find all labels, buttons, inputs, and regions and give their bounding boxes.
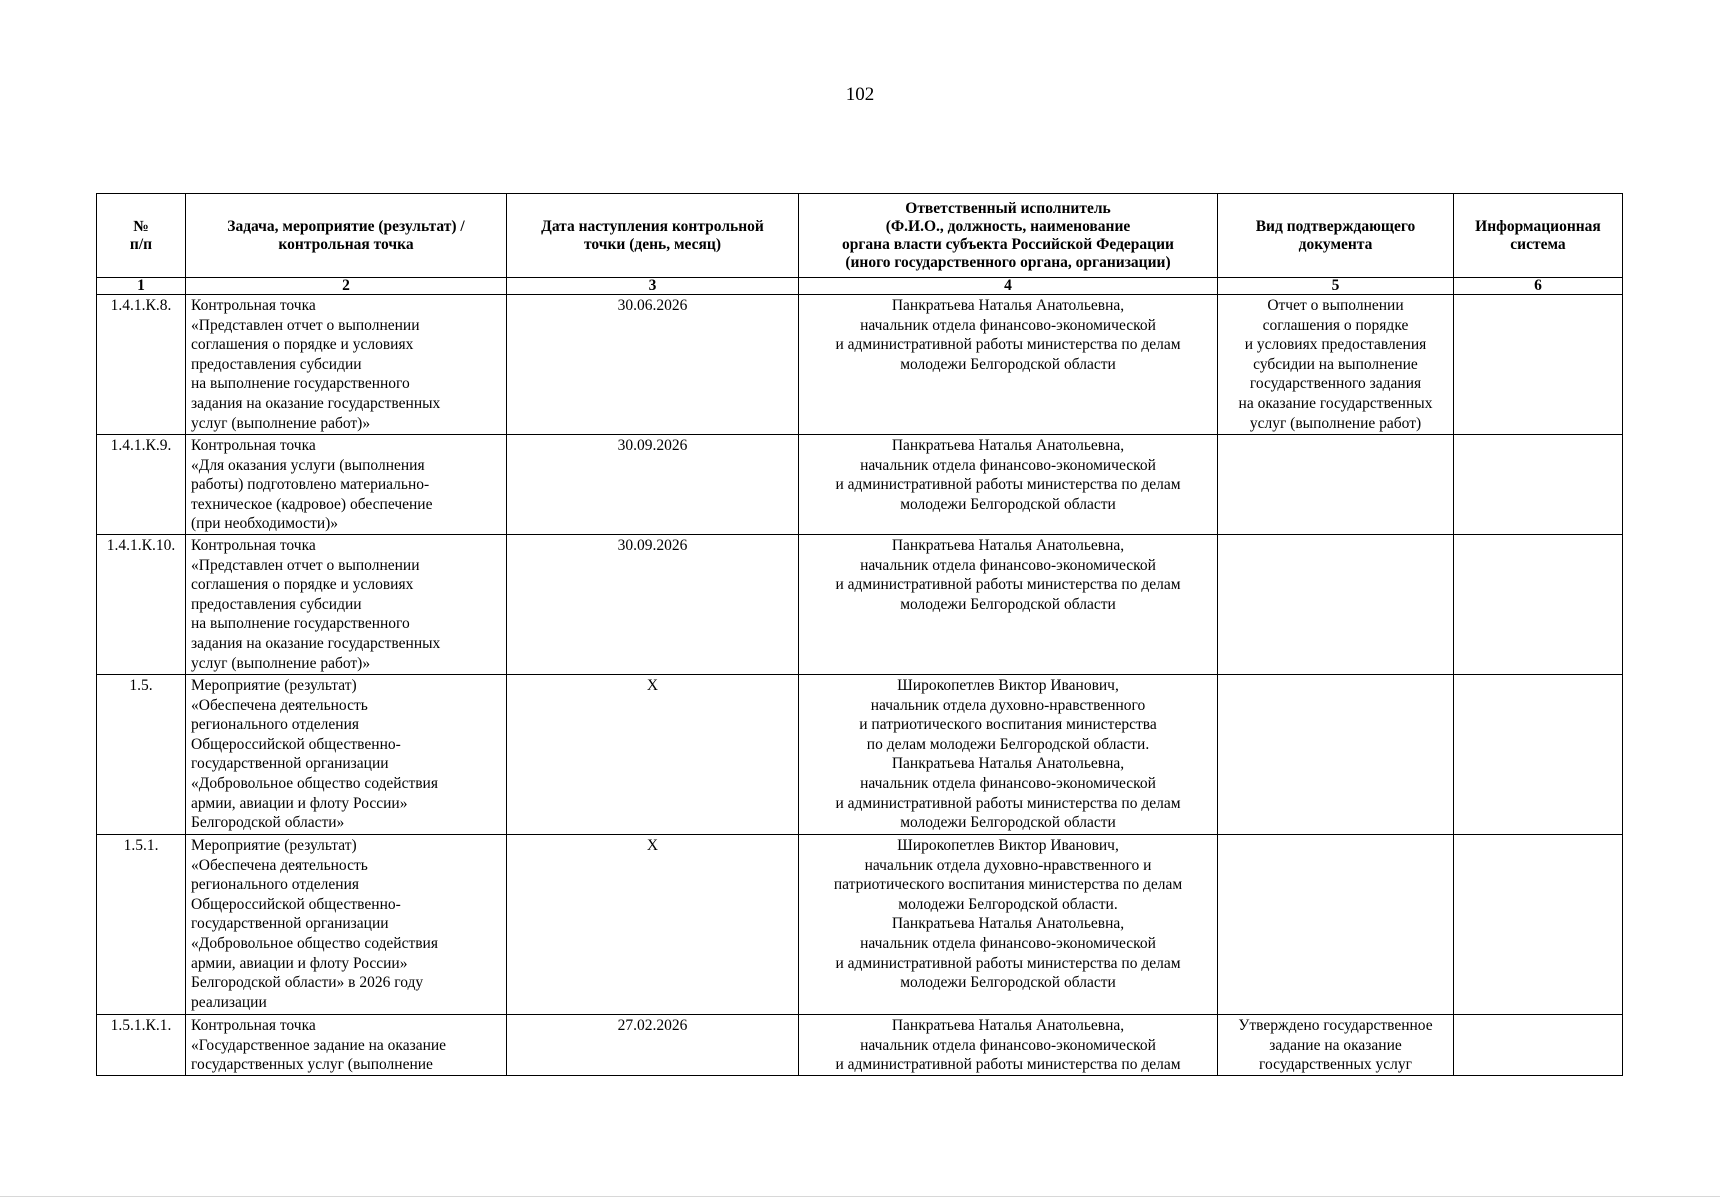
row-responsible: Панкратьева Наталья Анатольевна, начальник отдела финансово-экономической и административной работы министерства по делам молодежи Белгородской области [799, 295, 1218, 435]
header-system: Информационная система [1454, 194, 1623, 278]
table-row [97, 535, 1623, 675]
row-responsible: Широкопетлев Виктор Иванович, начальник отдела духовно-нравственного и патриотического воспитания министерства по делам молодежи Белгородской области. Панкратьева Наталья Анатольевна, начальник отдела финансово-экономической и административной работы министерства по делам молодежи Белгородской области [799, 675, 1218, 835]
row-document [1218, 535, 1454, 675]
header-document: Вид подтверждающего документа [1218, 194, 1454, 278]
row-task: Мероприятие (результат) «Обеспечена деятельность регионального отделения Общероссийской общественно- государственной организации «Добровольное общество содействия армии, авиации и флоту России» Белгородской области» [186, 675, 507, 835]
row-number: 1.4.1.К.8. [97, 295, 186, 435]
row-system [1454, 535, 1623, 675]
table-row [97, 675, 1623, 835]
row-date: 30.06.2026 [507, 295, 799, 435]
row-date: 30.09.2026 [507, 435, 799, 535]
row-number: 1.5.1. [97, 835, 186, 1015]
row-document [1218, 675, 1454, 835]
row-task: Контрольная точка «Представлен отчет о выполнении соглашения о порядке и условиях предоставления субсидии на выполнение государственного задания на оказание государственных услуг (выполнение работ)» [186, 295, 507, 435]
row-system [1454, 295, 1623, 435]
scan-edge-divider [0, 1196, 1720, 1197]
control-points-table [96, 193, 1623, 1076]
row-document: Отчет о выполнении соглашения о порядке и условиях предоставления субсидии на выполнение государственного задания на оказание государственных услуг (выполнение работ) [1218, 295, 1454, 435]
column-number: 2 [186, 278, 507, 295]
column-number: 1 [97, 278, 186, 295]
row-date: 27.02.2026 [507, 1015, 799, 1076]
table-row [97, 435, 1623, 535]
row-date: 30.09.2026 [507, 535, 799, 675]
row-number: 1.4.1.К.10. [97, 535, 186, 675]
row-document [1218, 435, 1454, 535]
row-responsible: Панкратьева Наталья Анатольевна, начальник отдела финансово-экономической и административной работы министерства по делам [799, 1015, 1218, 1076]
row-number: 1.5.1.К.1. [97, 1015, 186, 1076]
table-header-row [97, 194, 1623, 278]
row-task: Контрольная точка «Представлен отчет о выполнении соглашения о порядке и условиях предоставления субсидии на выполнение государственного задания на оказание государственных услуг (выполнение работ)» [186, 535, 507, 675]
row-number: 1.5. [97, 675, 186, 835]
row-responsible: Панкратьева Наталья Анатольевна, начальник отдела финансово-экономической и административной работы министерства по делам молодежи Белгородской области [799, 535, 1218, 675]
row-number: 1.4.1.К.9. [97, 435, 186, 535]
row-date: X [507, 675, 799, 835]
row-task: Контрольная точка «Для оказания услуги (выполнения работы) подготовлено материально- техническое (кадровое) обеспечение (при необходимости)» [186, 435, 507, 535]
row-responsible: Панкратьева Наталья Анатольевна, начальник отдела финансово-экономической и административной работы министерства по делам молодежи Белгородской области [799, 435, 1218, 535]
table-row [97, 295, 1623, 435]
row-system [1454, 1015, 1623, 1076]
row-document [1218, 835, 1454, 1015]
column-number: 6 [1454, 278, 1623, 295]
header-date: Дата наступления контрольной точки (день, месяц) [507, 194, 799, 278]
column-number: 3 [507, 278, 799, 295]
header-number: № п/п [97, 194, 186, 278]
column-number-row [97, 278, 1623, 295]
row-responsible: Широкопетлев Виктор Иванович, начальник отдела духовно-нравственного и патриотического воспитания министерства по делам молодежи Белгородской области. Панкратьева Наталья Анатольевна, начальник отдела финансово-экономической и административной работы министерства по делам молодежи Белгородской области [799, 835, 1218, 1015]
table-row [97, 1015, 1623, 1076]
column-number: 5 [1218, 278, 1454, 295]
row-task: Контрольная точка «Государственное задание на оказание государственных услуг (выполнение [186, 1015, 507, 1076]
table-row [97, 835, 1623, 1015]
row-system [1454, 675, 1623, 835]
row-system [1454, 435, 1623, 535]
column-number: 4 [799, 278, 1218, 295]
header-task: Задача, мероприятие (результат) / контрольная точка [186, 194, 507, 278]
row-task: Мероприятие (результат) «Обеспечена деятельность регионального отделения Общероссийской общественно- государственной организации «Добровольное общество содействия армии, авиации и флоту России» Белгородской области» в 2026 году реализации [186, 835, 507, 1015]
row-system [1454, 835, 1623, 1015]
row-document: Утверждено государственное задание на оказание государственных услуг [1218, 1015, 1454, 1076]
page-number: 102 [845, 84, 875, 105]
header-responsible: Ответственный исполнитель (Ф.И.О., должность, наименование органа власти субъекта Российской Федерации (иного государственного органа, организации) [799, 194, 1218, 278]
row-date: X [507, 835, 799, 1015]
